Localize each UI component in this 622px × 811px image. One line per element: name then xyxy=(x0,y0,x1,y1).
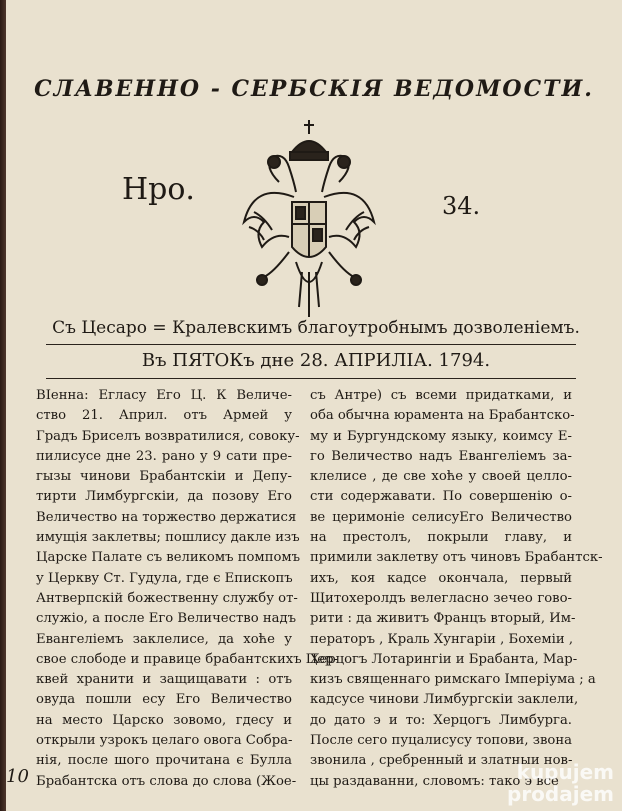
text-line: го Величество надъ Евангеліемъ за- xyxy=(310,448,572,464)
text-line: ве церимоніе селисуЕго Величество xyxy=(310,509,572,525)
text-line: ператоръ , Краль Хунгаріи , Бохеміи , xyxy=(310,631,574,647)
text-line: овуда пошли есу Его Величество xyxy=(36,692,292,708)
text-line: рити : да живитъ Францъ вторый, Им- xyxy=(310,611,576,627)
divider xyxy=(46,378,576,379)
double-headed-eagle-icon xyxy=(234,112,384,322)
text-line: квей хранити и защищавати : отъ xyxy=(36,672,292,688)
text-line: на место Царско зовомо, гдесу и xyxy=(36,712,292,728)
newspaper-page xyxy=(6,0,622,811)
text-line: кизъ священнаго римскаго Імперіума ; а xyxy=(310,672,596,688)
text-line: Херцогъ Лотарингіи и Брабанта, Мар- xyxy=(310,651,578,667)
text-line: Царске Палате съ великомъ помпомъ xyxy=(36,550,301,566)
text-line: открыли узрокъ целаго овога Собра- xyxy=(36,733,293,749)
text-line: После сего пуцалисусу топови, звона xyxy=(310,733,572,749)
text-line: Евангеліемъ заклелисе, да хоће у xyxy=(36,631,292,647)
margin-mark: 10 xyxy=(6,766,29,787)
watermark-line: prodajem xyxy=(507,782,614,806)
watermark xyxy=(507,761,614,805)
text-line: свое слободе и правице брабантскихъ Цер- xyxy=(36,651,338,667)
text-line: ВІенна: Еглaсу Его Ц. К Величе- xyxy=(36,388,292,403)
text-line: сти содержавати. По совершенію о- xyxy=(310,489,572,505)
text-line: цы раздаванни, словомъ: тако э все xyxy=(310,773,559,789)
text-line: до дато э и то: Херцогъ Лимбурга. xyxy=(310,712,572,728)
text-line: служіо, а после Его Величество надъ xyxy=(36,611,296,627)
text-line: у Церкву Ст. Гудула, где є Епископъ xyxy=(36,570,293,586)
text-line: ство 21. Април. отъ Армей у xyxy=(36,408,292,424)
text-line: Градъ Бриселъ возвратилися, совоку- xyxy=(36,428,300,444)
text-line: Величество на торжество держатися xyxy=(36,509,297,525)
newspaper-title: СЛАВЕННО - СЕРБСКІЯ ВЕДОМОСТИ. xyxy=(34,76,594,102)
text-line: примили заклетву отъ чиновъ Брабантск- xyxy=(310,550,603,566)
text-line: кадсусе чинови Лимбургскіи заклели, xyxy=(310,692,579,708)
text-line: Антверпскій божественну службу от- xyxy=(36,590,298,606)
text-line: съ Антре) съ всеми придатками, и xyxy=(310,388,572,403)
text-line: Щитохеролдъ велегласно зечео гово- xyxy=(310,590,572,606)
issue-number: 34. xyxy=(442,192,481,220)
watermark-line: kupujem xyxy=(516,760,614,784)
dateline: Въ ПЯТОКъ дне 28. АПРИЛІА. 1794. xyxy=(141,350,491,371)
text-line: имущія заклетвы; пошлису дакле изъ xyxy=(36,530,300,546)
privilege-line: Съ Цесаро = Кралевскимъ благоутробнымъ дозволеніемъ. xyxy=(52,318,580,338)
text-line: тирти Лимбургскіи, да позову Его xyxy=(36,489,292,505)
text-line: му и Бургундскому языку, коимсу Е- xyxy=(310,428,572,444)
text-line: нія, после шого прочитана є Булла xyxy=(36,753,292,769)
right-column xyxy=(310,386,603,792)
text-line: на престолъ, покрыли главу, и xyxy=(310,530,572,546)
text-line: звонила , сребренный и златныи нов- xyxy=(310,753,573,769)
text-line: оба обычна юрамента на Брабантско- xyxy=(310,408,575,424)
text-line: клелисе , де све хоће у своей целло- xyxy=(310,469,572,485)
text-line: пилисусе дне 23. рано у 9 сати пре- xyxy=(36,448,292,464)
divider xyxy=(46,344,576,345)
text-line: Брабантска отъ слова до слова (Жое- xyxy=(36,773,297,789)
left-column xyxy=(36,386,338,792)
text-line: ихъ, коя кадсе окончала, первый xyxy=(310,570,572,586)
text-line: гызы чинови Брабантскіи и Депу- xyxy=(36,469,292,485)
issue-label: Нро. xyxy=(122,172,195,207)
